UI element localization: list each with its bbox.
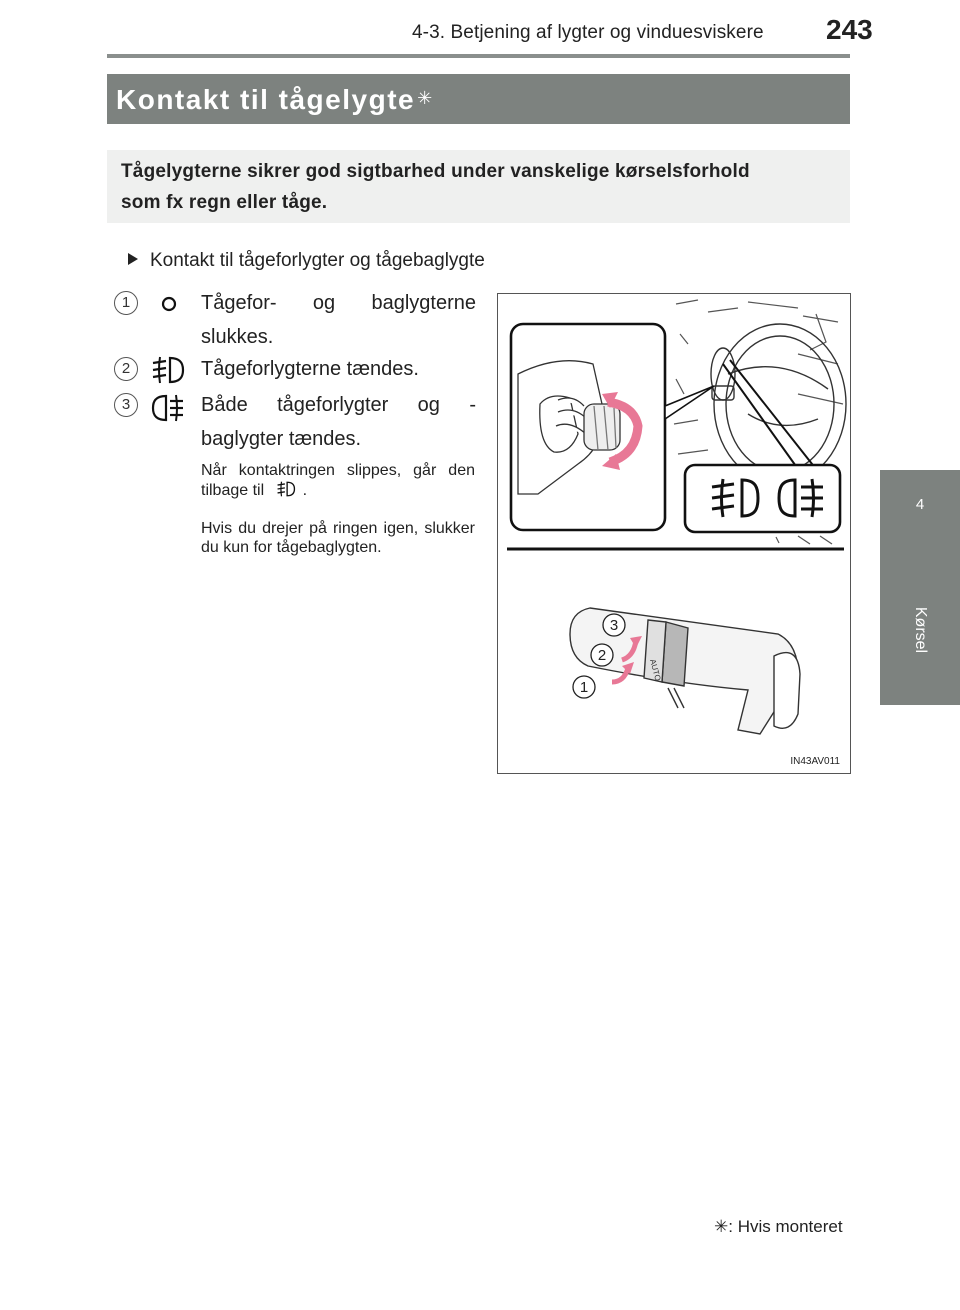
- item-text-3: Både tågeforlygter og -baglygter tændes.: [201, 394, 476, 450]
- front-and-rear-fog-light-icon: [149, 392, 187, 424]
- item-number-1: 1: [114, 291, 138, 315]
- item-text-2: Tågeforlygterne tændes.: [201, 358, 419, 380]
- item-number-2: 2: [114, 357, 138, 381]
- chapter-label: Kørsel: [912, 606, 929, 654]
- front-fog-light-icon: [149, 354, 187, 386]
- figure-id: IN43AV011: [790, 756, 840, 767]
- header-divider: [107, 54, 850, 58]
- callout-3: 3: [609, 617, 619, 634]
- fog-light-switch-illustration: [497, 293, 851, 774]
- off-icon: [158, 293, 180, 315]
- callout-2: 2: [597, 647, 607, 664]
- header-section-title: 4-3. Betjening af lygter og vinduesviskere: [412, 22, 764, 43]
- section-title: Kontakt til tågelygte ✳: [116, 84, 434, 115]
- callout-1: 1: [579, 679, 589, 696]
- release-note: Når kontaktringen slippes, går den tilbage til .: [201, 462, 475, 499]
- intro-text: Tågelygterne sikrer god sigtbarhed under vanskelige kørselsforhold som fx regn eller tåge.: [121, 161, 750, 213]
- chapter-number: 4: [915, 496, 925, 513]
- subheading: Kontakt til tågeforlygter og tågebaglygte: [128, 250, 485, 272]
- optional-asterisk-icon: ✳: [417, 88, 434, 108]
- page-number: 243: [826, 14, 873, 45]
- footnote-asterisk-icon: ✳: [714, 1217, 729, 1236]
- item-text-1: Tågefor- og baglygterne slukkes.: [201, 292, 476, 348]
- switch-label: AUTO: [648, 658, 663, 682]
- turn-again-note: Hvis du drejer på ringen igen, slukker du kun for tågebaglygten.: [201, 520, 475, 556]
- bullet-triangle-icon: [128, 253, 138, 265]
- item-number-3: 3: [114, 393, 138, 417]
- front-fog-light-icon: [273, 480, 299, 498]
- illustration-drawing: [498, 294, 850, 773]
- footnote: ✳: Hvis monteret: [714, 1217, 843, 1236]
